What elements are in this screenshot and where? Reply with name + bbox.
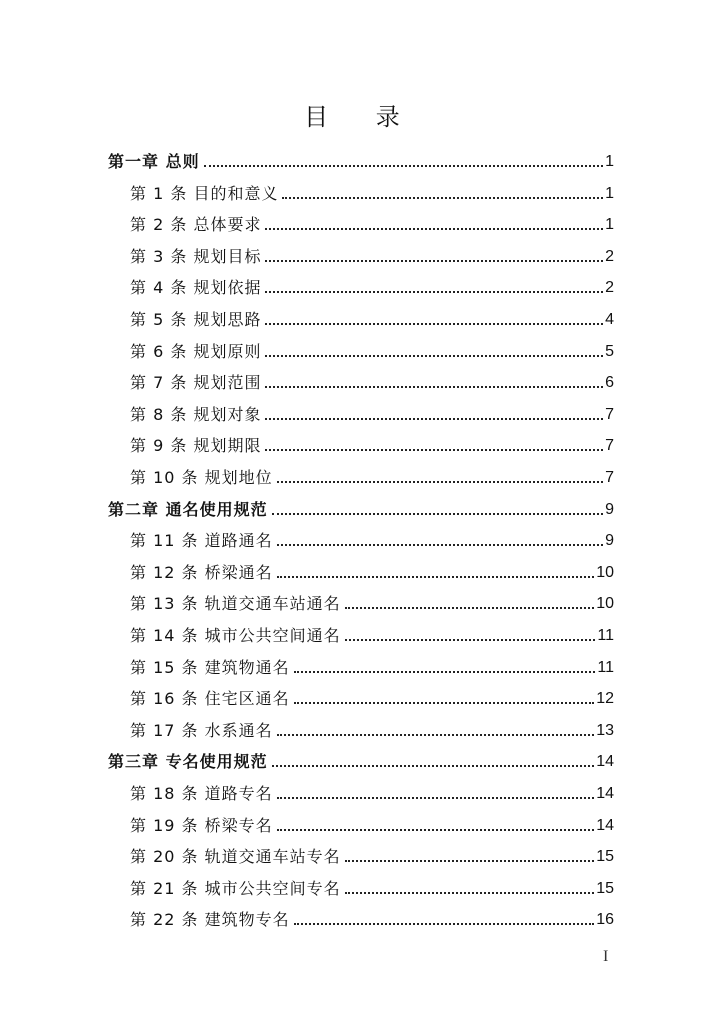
toc-entry-label: 第 7 条 规划范围 (130, 373, 262, 392)
toc-entry-page-number: 14 (596, 785, 614, 802)
toc-entry-label: 第 10 条 规划地位 (130, 468, 273, 487)
toc-section-entry[interactable] (130, 647, 614, 678)
dot-leader (294, 671, 596, 673)
dot-leader (265, 355, 603, 357)
toc-section-entry[interactable] (130, 173, 614, 204)
toc-entry-page-number: 11 (597, 659, 614, 676)
toc-section-entry[interactable] (130, 394, 614, 425)
toc-entry-label: 第 20 条 轨道交通车站专名 (130, 847, 341, 866)
toc-entry-label: 第 21 条 城市公共空间专名 (130, 879, 341, 898)
toc-section-entry[interactable] (130, 299, 614, 330)
dot-leader (277, 797, 595, 799)
toc-entry-label: 第 18 条 道路专名 (130, 784, 273, 803)
toc-entry-page-number: 15 (596, 880, 614, 897)
toc-entry-label: 第 3 条 规划目标 (130, 247, 262, 266)
dot-leader (277, 576, 595, 578)
toc-entry-label: 第 8 条 规划对象 (130, 405, 262, 424)
dot-leader (345, 860, 595, 862)
toc-section-entry[interactable] (130, 425, 614, 456)
toc-entry-label: 第 13 条 轨道交通车站通名 (130, 594, 341, 613)
dot-leader (345, 639, 596, 641)
toc-entry-label: 第 11 条 道路通名 (130, 531, 273, 550)
toc-chapter-entry[interactable] (108, 489, 614, 520)
toc-entry-page-number: 9 (605, 501, 614, 518)
toc-entry-label: 第三章 专名使用规范 (108, 752, 268, 771)
toc-section-entry[interactable] (130, 710, 614, 741)
dot-leader (265, 260, 603, 262)
toc-title: 目 录 (304, 103, 420, 131)
toc-entry-page-number: 1 (605, 185, 614, 202)
toc-entry-page-number: 14 (596, 753, 614, 770)
toc-entry-label: 第二章 通名使用规范 (108, 500, 268, 519)
toc-section-entry[interactable] (130, 236, 614, 267)
dot-leader (272, 513, 604, 515)
toc-entry-label: 第 9 条 规划期限 (130, 436, 262, 455)
toc-entry-label: 第 16 条 住宅区通名 (130, 689, 290, 708)
page-number: I (603, 948, 609, 965)
toc-section-entry[interactable] (130, 204, 614, 235)
dot-leader (265, 323, 603, 325)
toc-entry-label: 第 15 条 建筑物通名 (130, 658, 290, 677)
toc-entry-label: 第 4 条 规划依据 (130, 278, 262, 297)
toc-entry-page-number: 2 (605, 279, 614, 296)
toc-entry-page-number: 7 (605, 406, 614, 423)
toc-chapter-entry[interactable] (108, 141, 614, 172)
dot-leader (345, 892, 595, 894)
toc-entry-page-number: 11 (597, 627, 614, 644)
toc-entry-page-number: 2 (605, 248, 614, 265)
toc-entry-page-number: 6 (605, 374, 614, 391)
toc-section-entry[interactable] (130, 805, 614, 836)
toc-entry-page-number: 4 (605, 311, 614, 328)
toc-entry-page-number: 15 (596, 848, 614, 865)
toc-entry-label: 第 2 条 总体要求 (130, 215, 262, 234)
toc-section-entry[interactable] (130, 773, 614, 804)
toc-entry-label: 第 19 条 桥梁专名 (130, 816, 273, 835)
toc-entry-label: 第 6 条 规划原则 (130, 342, 262, 361)
dot-leader (265, 228, 603, 230)
dot-leader (265, 418, 603, 420)
toc-section-entry[interactable] (130, 615, 614, 646)
toc-section-entry[interactable] (130, 520, 614, 551)
toc-entry-label: 第一章 总则 (108, 152, 200, 171)
toc-section-entry[interactable] (130, 362, 614, 393)
toc-entry-page-number: 16 (596, 911, 614, 928)
toc-entry-page-number: 10 (596, 595, 614, 612)
toc-entry-label: 第 1 条 目的和意义 (130, 184, 279, 203)
dot-leader (277, 481, 603, 483)
toc-entry-label: 第 17 条 水系通名 (130, 721, 273, 740)
toc-entry-page-number: 14 (596, 817, 614, 834)
dot-leader (265, 291, 603, 293)
dot-leader (265, 449, 603, 451)
toc-entry-page-number: 7 (605, 437, 614, 454)
dot-leader (277, 734, 595, 736)
toc-section-entry[interactable] (130, 678, 614, 709)
toc-section-entry[interactable] (130, 836, 614, 867)
toc-entry-page-number: 5 (605, 343, 614, 360)
toc-entry-page-number: 1 (605, 216, 614, 233)
dot-leader (282, 197, 603, 199)
toc-section-entry[interactable] (130, 899, 614, 930)
toc-entry-page-number: 1 (605, 153, 614, 170)
toc-entry-page-number: 9 (605, 532, 614, 549)
toc-entry-page-number: 7 (605, 469, 614, 486)
dot-leader (272, 765, 595, 767)
toc-section-entry[interactable] (130, 267, 614, 298)
toc-section-entry[interactable] (130, 868, 614, 899)
toc-entry-page-number: 10 (596, 564, 614, 581)
toc-entry-label: 第 22 条 建筑物专名 (130, 910, 290, 929)
dot-leader (294, 923, 595, 925)
dot-leader (277, 544, 603, 546)
toc-section-entry[interactable] (130, 331, 614, 362)
toc-entry-page-number: 13 (596, 722, 614, 739)
toc-entry-page-number: 12 (596, 690, 614, 707)
toc-entry-label: 第 12 条 桥梁通名 (130, 563, 273, 582)
dot-leader (204, 165, 604, 167)
toc-section-entry[interactable] (130, 457, 614, 488)
toc-chapter-entry[interactable] (108, 741, 614, 772)
dot-leader (265, 386, 603, 388)
toc-entry-label: 第 14 条 城市公共空间通名 (130, 626, 341, 645)
dot-leader (345, 607, 595, 609)
toc-entry-label: 第 5 条 规划思路 (130, 310, 262, 329)
toc-section-entry[interactable] (130, 583, 614, 614)
dot-leader (277, 829, 595, 831)
toc-section-entry[interactable] (130, 552, 614, 583)
dot-leader (294, 702, 595, 704)
